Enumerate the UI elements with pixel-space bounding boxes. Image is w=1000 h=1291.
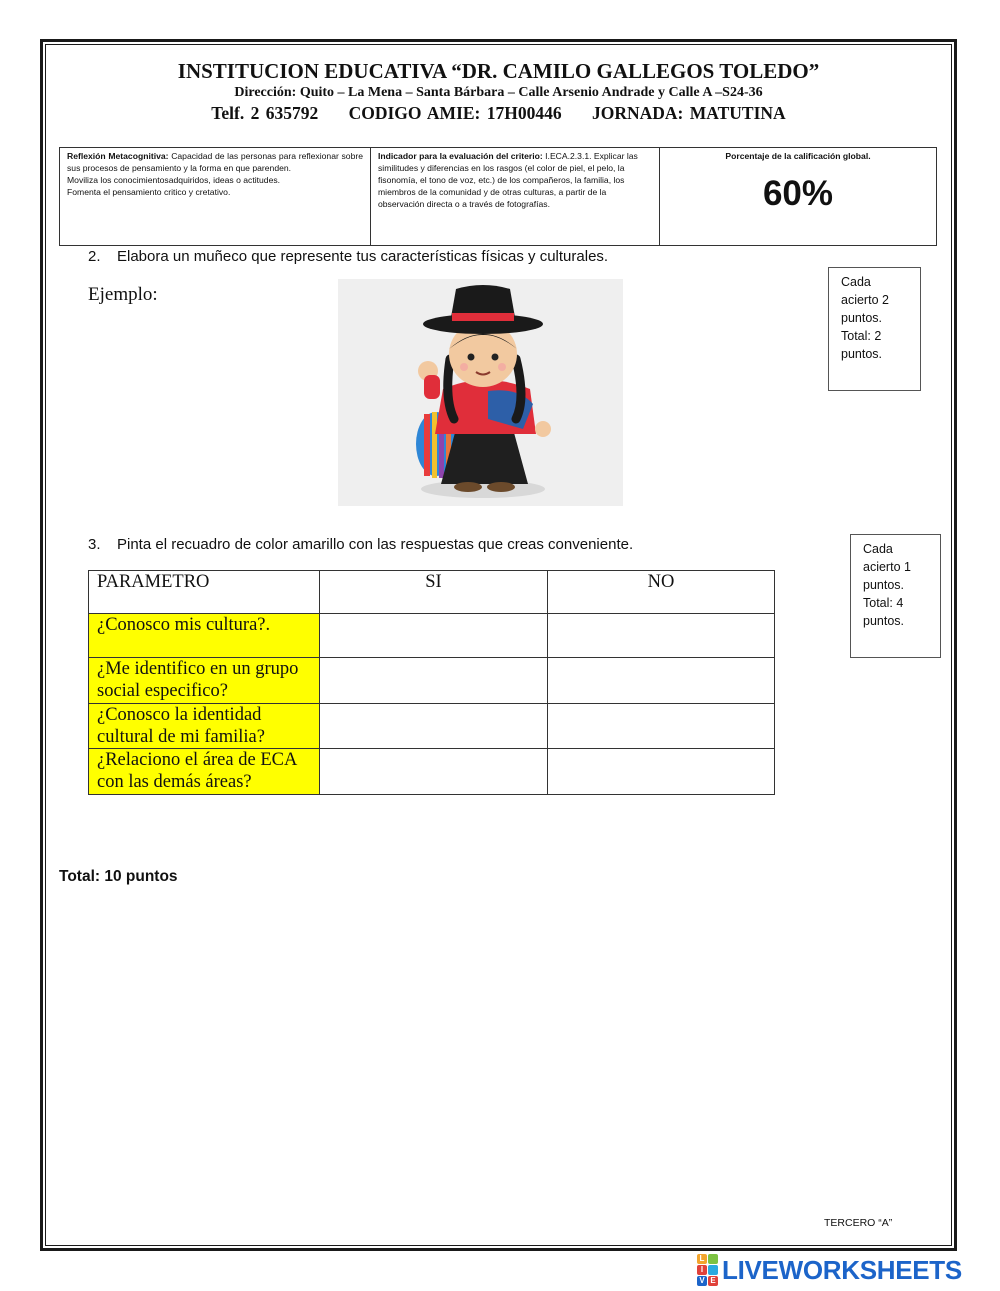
table-header-row — [89, 571, 775, 614]
score-line: Cada — [841, 275, 871, 289]
question-line: ¿Me identifico en un grupo — [97, 659, 299, 679]
brand-letter: V — [697, 1276, 707, 1286]
question-2-text: Elabora un muñeco que represente tus características físicas y culturales. — [117, 248, 609, 265]
score-line: acierto 2 — [841, 293, 889, 307]
brand-tile — [708, 1265, 718, 1275]
percentage-value: 60% — [762, 174, 834, 213]
table-row — [89, 658, 775, 704]
question-2-score-box — [828, 267, 921, 391]
score-line: Total: 4 — [863, 596, 904, 610]
doll-example-illustration — [338, 279, 623, 506]
answer-si-cell[interactable] — [320, 658, 548, 704]
parameter-question — [89, 749, 320, 795]
class-label: TERCERO “A” — [824, 1217, 893, 1229]
amie-code: CODIGO AMIE: 17H00446 — [348, 103, 562, 123]
brand-letter: L — [697, 1254, 707, 1264]
reflection-cell — [60, 148, 371, 246]
percentage-cell — [660, 148, 937, 246]
indicator-title: Indicador para la evaluación del criterio: — [378, 151, 543, 161]
institution-title: INSTITUCION EDUCATIVA “DR. CAMILO GALLEGOS TOLEDO” — [177, 59, 820, 83]
header-no: NO — [548, 571, 775, 614]
brand-tile — [708, 1254, 718, 1264]
indicator-code: I.ECA.2.3.1. — [545, 151, 592, 161]
question-line: ¿Conosco mis cultura?. — [97, 615, 271, 635]
score-line: Cada — [863, 542, 893, 556]
question-3-number: 3. — [88, 536, 101, 553]
andean-doll-figure — [338, 279, 623, 506]
indicator-text: Explicar las similitudes y diferencias en los rasgos (el color de piel, el pelo, la fisonomía, el tono de voz, etc.) de los compañeros, la familia, los miembros de la comunidad y de otras culturas, a partir de la observación directa o a través de fotografías. — [378, 151, 638, 209]
answer-no-cell[interactable] — [548, 749, 775, 795]
total-points: Total: 10 puntos — [59, 868, 178, 885]
question-3-text: Pinta el recuadro de color amarillo con las respuestas que creas conveniente. — [117, 536, 634, 553]
reflection-line-3: Fomenta el pensamiento critico y cretativo. — [67, 187, 231, 197]
score-line: acierto 1 — [863, 560, 911, 574]
question-3-score-box — [850, 534, 941, 658]
indicator-cell — [371, 148, 660, 246]
answer-no-cell[interactable] — [548, 658, 775, 704]
question-line: ¿Relaciono el área de ECA — [97, 750, 298, 770]
table-row — [89, 614, 775, 658]
institution-address: Dirección: Quito – La Mena – Santa Bárbara – Calle Arsenio Andrade y Calle A –S24-36 — [234, 85, 763, 100]
header-parametro: PARAMETRO — [89, 571, 320, 614]
answer-no-cell[interactable] — [548, 614, 775, 658]
reflection-line-2: Moviliza los conocimientosadquiridos, ideas o actitudes. — [67, 175, 281, 185]
phone: Telf. 2 635792 — [211, 103, 319, 123]
score-line: puntos. — [841, 311, 883, 325]
percentage-title: Porcentaje de la calificación global. — [725, 151, 871, 161]
parameter-table — [88, 570, 775, 795]
reflection-text: Capacidad de las personas para reflexionar sobre sus procesos de pensamiento y la forma en que parenden. — [67, 151, 363, 173]
table-row — [89, 749, 775, 795]
table-row — [89, 704, 775, 749]
question-line: con las demás áreas? — [97, 772, 252, 792]
answer-no-cell[interactable] — [548, 704, 775, 749]
brand-grid-icon — [697, 1254, 718, 1286]
question-line: cultural de mi familia? — [97, 727, 265, 747]
question-2-number: 2. — [88, 248, 101, 265]
answer-si-cell[interactable] — [320, 749, 548, 795]
question-line: social especifico? — [97, 681, 228, 701]
answer-si-cell[interactable] — [320, 614, 548, 658]
criteria-table — [59, 147, 937, 246]
schedule: JORNADA: MATUTINA — [592, 103, 786, 123]
brand-letter: E — [708, 1276, 718, 1286]
example-label: Ejemplo: — [88, 284, 158, 305]
parameter-question — [89, 614, 320, 658]
score-line: puntos. — [863, 614, 905, 628]
score-line: Total: 2 — [841, 329, 882, 343]
liveworksheets-logo[interactable] — [697, 1255, 962, 1285]
brand-name: LIVEWORKSHEETS — [722, 1254, 962, 1285]
header-si: SI — [320, 571, 548, 614]
question-line: ¿Conosco la identidad — [97, 705, 262, 725]
reflection-title: Reflexión Metacognitiva: — [67, 151, 169, 161]
score-line: puntos. — [863, 578, 905, 592]
question-3 — [88, 536, 633, 553]
answer-si-cell[interactable] — [320, 704, 548, 749]
parameter-question — [89, 704, 320, 749]
brand-letter: I — [697, 1265, 707, 1275]
parameter-question — [89, 658, 320, 704]
institution-contact — [45, 103, 952, 124]
question-2 — [88, 248, 608, 265]
score-line: puntos. — [841, 347, 883, 361]
